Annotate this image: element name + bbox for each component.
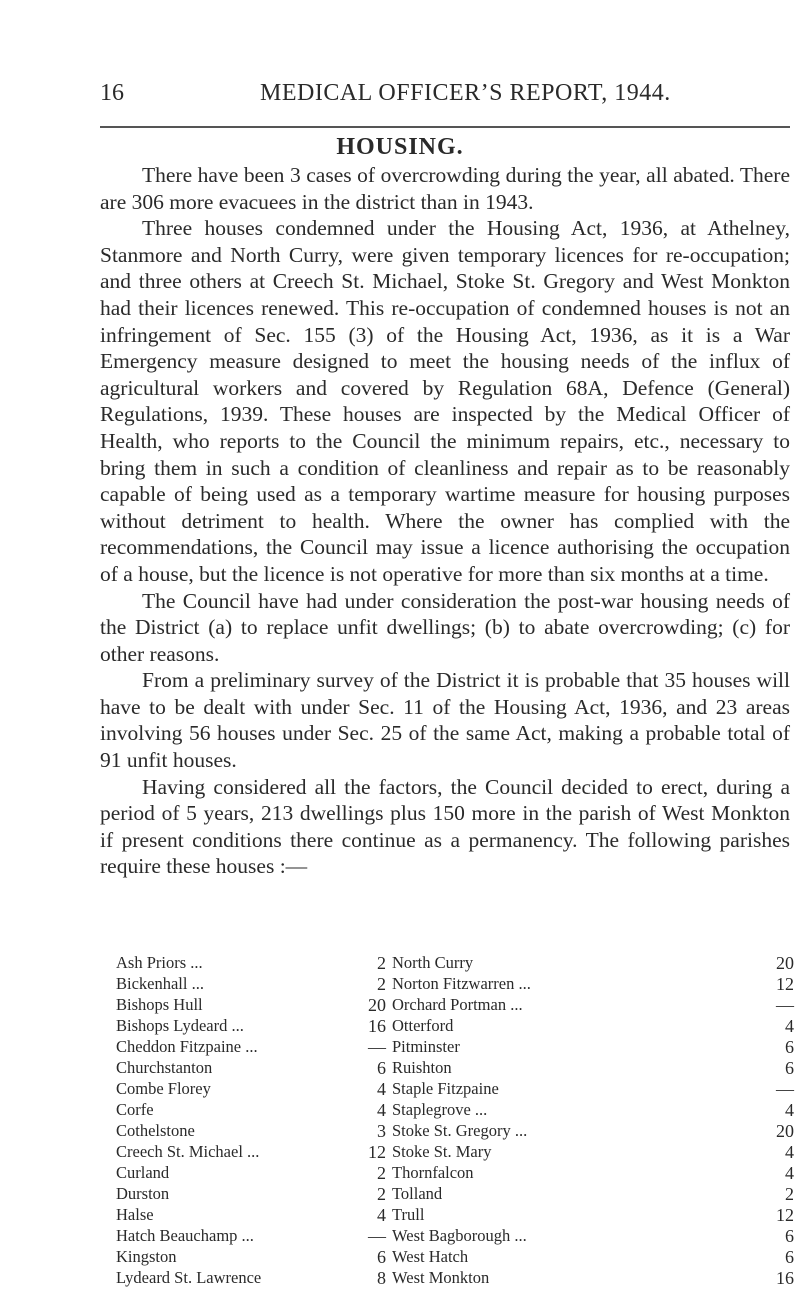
parish-house-count: 3 [377, 1121, 386, 1141]
table-row [116, 1016, 796, 1037]
parish-house-count: 6 [785, 1226, 794, 1246]
parish-name: Otterford [392, 1016, 454, 1035]
table-row [116, 1268, 796, 1289]
parish-name: Trull [392, 1205, 425, 1224]
parish-house-count: 6 [785, 1058, 794, 1078]
parish-house-count: 4 [377, 1079, 386, 1099]
parish-house-count: 6 [785, 1037, 794, 1057]
parish-house-count: 2 [377, 1163, 386, 1183]
parish-house-count: 2 [377, 974, 386, 994]
paragraph: The Council have had under consideration the post-war housing needs of the District (a) to replace unfit dwellings; (b) to abate overcrowding; (c) for other reasons. [100, 588, 790, 666]
parish-name: Bishops Hull [116, 995, 203, 1014]
parish-name: West Bagborough ... [392, 1226, 527, 1245]
parish-table [116, 953, 796, 1289]
table-row [116, 1100, 796, 1121]
parish-name: Corfe [116, 1100, 154, 1119]
parish-name: Thornfalcon [392, 1163, 474, 1182]
parish-house-count: 2 [377, 953, 386, 973]
parish-house-count: 16 [368, 1016, 386, 1036]
parish-name: Staplegrove ... [392, 1100, 488, 1119]
parish-house-count: 4 [377, 1100, 386, 1120]
table-row [116, 1205, 796, 1226]
parish-name: Halse [116, 1205, 154, 1224]
parish-name: West Hatch [392, 1247, 469, 1266]
parish-name: Staple Fitzpaine [392, 1079, 499, 1098]
table-row [116, 1142, 796, 1163]
table-row [116, 1121, 796, 1142]
table-row [116, 1184, 796, 1205]
parish-house-count: — [368, 1037, 386, 1057]
parish-house-count: — [368, 1226, 386, 1246]
parish-house-count: 20 [776, 1121, 794, 1141]
parish-name: Kingston [116, 1247, 177, 1266]
parish-house-count: 12 [776, 1205, 794, 1225]
parish-name: Tolland [392, 1184, 443, 1203]
parish-name: Durston [116, 1184, 170, 1203]
table-row [116, 1226, 796, 1247]
parish-name: Bickenhall ... [116, 974, 204, 993]
parish-house-count: 6 [377, 1058, 386, 1078]
table-row [116, 1037, 796, 1058]
table-row [116, 974, 796, 995]
page-header [100, 80, 790, 120]
parish-name: Lydeard St. Lawrence [116, 1268, 262, 1287]
parish-house-count: 20 [368, 995, 386, 1015]
table-row [116, 953, 796, 974]
parish-name: North Curry [392, 953, 474, 972]
paragraph: From a preliminary survey of the District it is probable that 35 houses will have to be dealt with under Sec. 11 of the Housing Act, 1936, and 23 areas involving 56 houses under Sec. 25 of the same Act, making a probable total of 91 unfit houses. [100, 668, 790, 773]
section-title: HOUSING. [336, 134, 464, 160]
paragraph: Three houses condemned under the Housing Act, 1936, at Athelney, Stanmore and North Curry, were given temporary licences for re-occupation; and three others at Creech St. Michael, Stoke St. Gregory and West Monkton had their licences renewed. This re-occupation of condemned houses is not an infringement of Sec. 155 (3) of the Housing Act, 1936, as it is a War Emergency measure designed to meet the housing needs of the influx of agricultural workers and covered by Regulation 68A, Defence (General) Regulations, 1939. These houses are inspected by the Medical Officer of Health, who reports to the Council the minimum repairs, etc., necessary to bring them in such a condition of cleanliness and repair as to be reasonably capable of being used as a temporary wartime measure for housing purposes without detriment to health. Where the owner has complied with the recommendations, the Council may issue a licence authorising the occupation of a house, but the licence is not operative for more than six months at a time. [100, 216, 790, 586]
header-rule [100, 126, 790, 128]
parish-house-count: 4 [785, 1163, 794, 1183]
parish-name: Cheddon Fitzpaine ... [116, 1037, 258, 1056]
parish-name: Norton Fitzwarren ... [392, 974, 531, 993]
parish-house-count: 4 [785, 1100, 794, 1120]
parish-house-count: 8 [377, 1268, 386, 1288]
parish-house-count: — [776, 1079, 794, 1099]
parish-name: West Monkton [392, 1268, 490, 1287]
table-row [116, 1058, 796, 1079]
parish-name: Combe Florey [116, 1079, 211, 1098]
parish-name: Hatch Beauchamp ... [116, 1226, 254, 1245]
paragraph: There have been 3 cases of overcrowding during the year, all abated. There are 306 more evacuees in the district than in 1943. [100, 163, 790, 214]
parish-house-count: 2 [377, 1184, 386, 1204]
running-title: MEDICAL OFFICER’S REPORT, 1944. [260, 80, 671, 106]
parish-house-count: 16 [776, 1268, 794, 1288]
parish-house-count: 6 [377, 1247, 386, 1267]
parish-name: Creech St. Michael ... [116, 1142, 260, 1161]
parish-house-count: — [776, 995, 794, 1015]
body-text [100, 162, 790, 880]
parish-house-count: 4 [785, 1142, 794, 1162]
table-row [116, 995, 796, 1016]
parish-name: Stoke St. Mary [392, 1142, 492, 1161]
table-row [116, 1247, 796, 1268]
parish-house-count: 2 [785, 1184, 794, 1204]
table-row [116, 1079, 796, 1100]
parish-house-count: 6 [785, 1247, 794, 1267]
parish-house-count: 20 [776, 953, 794, 973]
parish-house-count: 4 [377, 1205, 386, 1225]
parish-name: Cothelstone [116, 1121, 195, 1140]
parish-name: Ruishton [392, 1058, 452, 1077]
parish-house-count: 12 [776, 974, 794, 994]
parish-name: Stoke St. Gregory ... [392, 1121, 528, 1140]
page-number: 16 [100, 80, 124, 106]
parish-name: Ash Priors ... [116, 953, 203, 972]
parish-house-count: 12 [368, 1142, 386, 1162]
parish-name: Churchstanton [116, 1058, 213, 1077]
parish-name: Orchard Portman ... [392, 995, 523, 1014]
parish-name: Pitminster [392, 1037, 460, 1056]
parish-name: Curland [116, 1163, 170, 1182]
paragraph: Having considered all the factors, the Council decided to erect, during a period of 5 years, 213 dwellings plus 150 more in the parish of West Monkton if present conditions there continue as a permanency. The following parishes require these houses :— [100, 774, 790, 879]
parish-name: Bishops Lydeard ... [116, 1016, 244, 1035]
parish-house-count: 4 [785, 1016, 794, 1036]
table-row [116, 1163, 796, 1184]
